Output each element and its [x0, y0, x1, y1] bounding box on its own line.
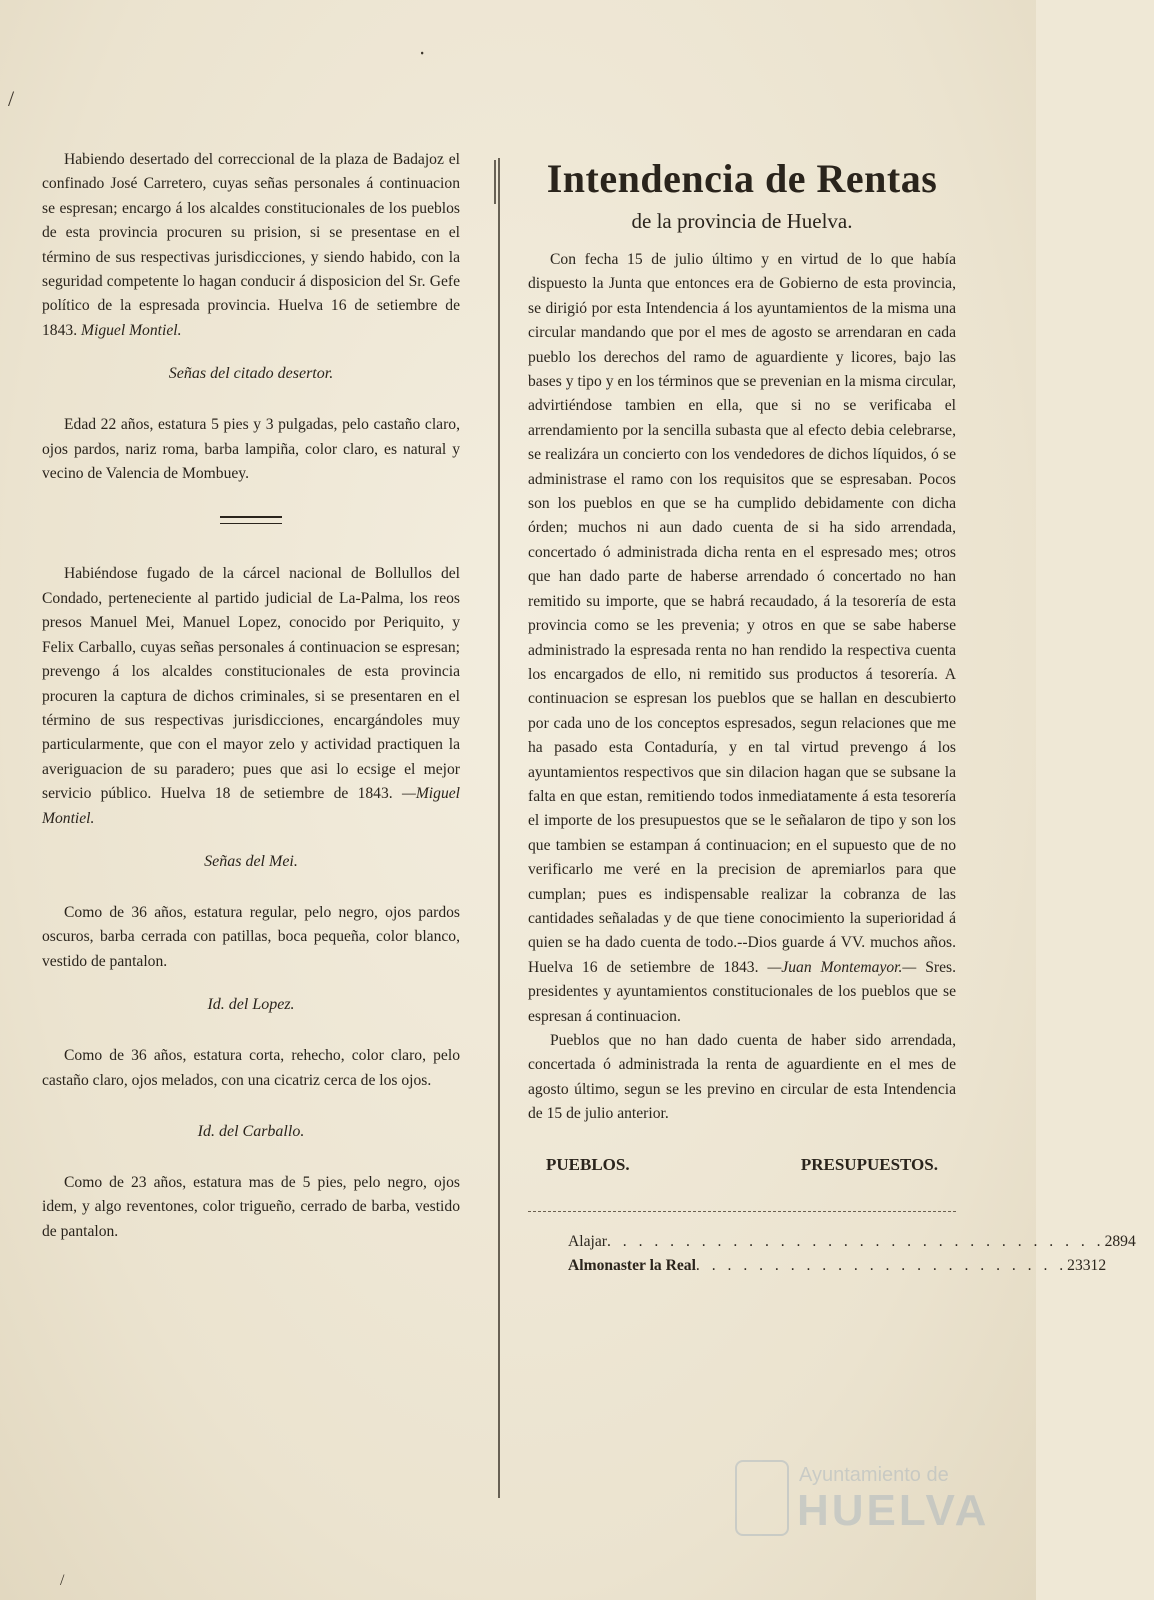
- notice-fugados: Habiéndose fugado de la cárcel nacional de Bollullos del Condado, perteneciente al partido judicial de La-Palma, los reos presos Manuel Mei, Manuel Lopez, conocido por Periquito, y Felix Carballo, cuyas señas personales á continuacion se espresan; prevengo á los alcaldes constitucionales de esta provincia procuren la captura de dichos criminales, si se presentaren en el término de sus respectivas jurisdicciones, encargándoles muy particularmente, que con el mayor zelo y actividad practiquen la averiguacion de su paradero; pues que asi lo ecsige el mejor servicio público. Huelva 18 de setiembre de 1843. —Miguel Montiel.: [42, 565, 460, 827]
- table-header: [528, 1155, 956, 1175]
- col-pueblos: PUEBLOS.: [546, 1154, 630, 1174]
- senas-lopez: Como de 36 años, estatura corta, rehecho, color claro, pelo castaño claro, ojos melados, con una cicatriz cerca de los ojos.: [42, 1047, 460, 1089]
- col-presupuestos: PRESUPUESTOS.: [800, 1154, 938, 1174]
- city-crest-icon: [735, 1460, 789, 1536]
- table-row: [528, 1230, 1136, 1254]
- column-rule: [498, 158, 500, 1498]
- watermark-small: Ayuntamiento de: [799, 1464, 949, 1486]
- leader-dots: . . . . . . . . . . . . . . . . . . . . . . . . . . . . . . . .: [606, 1232, 1105, 1250]
- senas-mei-heading: Señas del Mei.: [204, 852, 298, 870]
- senas-mei: Como de 36 años, estatura regular, pelo negro, ojos pardos oscuros, barba cerrada con patillas, boca pequeña, color blanco, vestido de pantalon.: [42, 903, 460, 970]
- reales-value: 289: [1104, 1232, 1128, 1250]
- addressee: Sres. presidentes y ayuntamientos constitucionales de los pueblos que se espresan á continuacion.: [528, 958, 956, 1025]
- margin-mark: /: [8, 86, 15, 111]
- archive-watermark: [735, 1460, 990, 1550]
- right-column: [528, 155, 1136, 1278]
- bottom-mark: /: [60, 1572, 65, 1589]
- reales-value: 233: [1067, 1256, 1091, 1274]
- signature: —Miguel Montiel.: [42, 785, 460, 827]
- pueblo-name: Almonaster la Real: [568, 1256, 696, 1274]
- senas-carballo-heading: Id. del Carballo.: [197, 1122, 305, 1140]
- senas-lopez-heading: Id. del Lopez.: [207, 996, 295, 1014]
- pueblos-intro: Pueblos que no han dado cuenta de haber sido arrendada, concertada ó administrada la renta de aguardiente en el mes de agosto último, segun se les previno en circular de esta Intendencia de 15 de julio anterior.: [528, 1032, 956, 1123]
- table-row: [528, 1254, 1107, 1278]
- cents-value: 12: [1090, 1256, 1107, 1274]
- senas-desertor: Edad 22 años, estatura 5 pies y 3 pulgadas, pelo castaño claro, ojos pardos, nariz roma, barba lampiña, color claro, es natural y vecino de Valencia de Mombuey.: [42, 416, 460, 483]
- column-rule-tick: [494, 160, 506, 204]
- section-subtitle: de la provincia de Huelva.: [631, 209, 853, 233]
- senas-carballo: Como de 23 años, estatura mas de 5 pies, pelo negro, ojos idem, y algo reventones, color trigueño, cerrado de barba, vestido de pantalon.: [42, 1173, 460, 1240]
- watermark-big: HUELVA: [797, 1486, 990, 1535]
- notice-desertor: Habiendo desertado del correccional de la plaza de Badajoz el confinado José Carretero, cuyas señas personales á continuacion se espresan; encargo á los alcaldes constitucionales de los pueblos de esta provincia procuren su prision, si se presentase en el término de sus respectivas jurisdicciones, y siendo habido, con la seguridad competente lo hagan conducir á disposicion del Sr. Gefe político de la espresada provincia. Huelva 16 de setiembre de 1843. Miguel Montiel.: [42, 151, 460, 339]
- table-rule: [528, 1211, 956, 1212]
- left-column: [42, 148, 460, 1244]
- leader-dots: . . . . . . . . . . . . . . . . . . . . . . . .: [695, 1256, 1068, 1274]
- top-mark: ꞏ: [420, 47, 425, 62]
- section-title: Intendencia de Rentas: [546, 156, 938, 201]
- intendencia-body: Con fecha 15 de julio último y en virtud de lo que había dispuesto la Junta que entonces era de Gobierno de esta provincia, se dirigió por esta Intendencia á los ayuntamientos de la misma una circular mandando que por el mes de agosto se arrendaran en cada pueblo los derechos del ramo de aguardiente y licores, bajo las bases y tipo y en los términos que se prevenian en la misma circular, advirtiéndose tambien en ella, que si no se verificaba el arrendamiento por la sencilla subasta que al efecto debia celebrarse, se realizára un concierto con los vendedores de dichos líquidos, ó se administrase el ramo con los requisitos que se espresaban. Pocos son los pueblos en que se ha cumplido debidamente con dicha órden; muchos ni aun dado cuenta de si ha sido arrendada, concertado ó administrada dicha renta en el espresado mes; otros que han dado parte de haberse arrendado ó concertado no han remitido su importe, que se habrá recaudado, á la tesorería de esta provincia como se les prevenia; y otros en que se sabe haberse administrado la espresada renta no han rendido la respectiva cuenta los encargados de ello, ni remitido sus productos á tesorería. A continuacion se espresan los pueblos que se hallan en descubierto por cada uno de los conceptos espresados, segun relaciones que me ha pasado esta Contaduría, y en tal virtud prevengo á los ayuntamientos respectivos que sin dilacion hagan que se subsane la falta en que estan, remitiendo todos inmediatamente á esta tesorería el importe de los presupuestos que se le señalaron de tipo y son los que tambien se estampan á continuacion; en el supuesto que de no verificarlo me veré en la precision de apremiarlos para que cumplan; pues es indispensable realizar la cobranza de las cantidades señaladas y de que tiene conocimiento la superioridad á quien se ha dado cuenta de todo.--Dios guarde á VV. muchos años. Huelva 16 de setiembre de 1843. —Juan Montemayor.— Sres. presidentes y ayuntamientos constitucionales de los pueblos que se espresan á continuacion.: [528, 251, 956, 1025]
- section-divider: [220, 516, 282, 524]
- signature: —Juan Montemayor.—: [767, 958, 917, 976]
- senas-heading: Señas del citado desertor.: [168, 365, 334, 383]
- cents-value: 4: [1127, 1232, 1136, 1250]
- pueblo-name: Alajar: [568, 1232, 607, 1250]
- signature: Miguel Montiel.: [81, 321, 182, 339]
